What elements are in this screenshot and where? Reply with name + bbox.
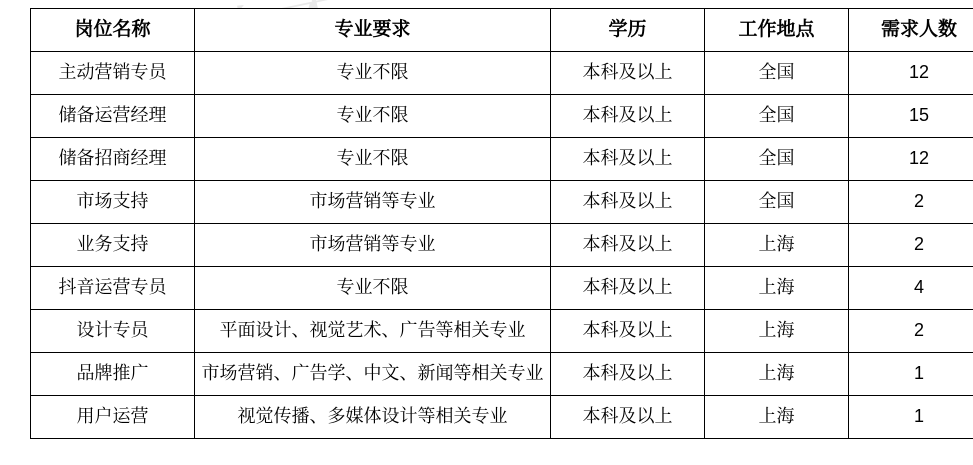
cell-location: 上海: [705, 353, 849, 396]
cell-major: 专业不限: [195, 138, 551, 181]
cell-post: 市场支持: [31, 181, 195, 224]
cell-education: 本科及以上: [551, 224, 705, 267]
table-header: [31, 9, 973, 52]
cell-education: 本科及以上: [551, 181, 705, 224]
cell-major: 专业不限: [195, 52, 551, 95]
column-header-count: 需求人数: [849, 9, 973, 52]
cell-count: 2: [849, 310, 973, 353]
cell-education: 本科及以上: [551, 396, 705, 439]
cell-count: 1: [849, 396, 973, 439]
table-header-row: [31, 9, 973, 52]
cell-location: 全国: [705, 52, 849, 95]
cell-location: 上海: [705, 396, 849, 439]
cell-post: 抖音运营专员: [31, 267, 195, 310]
table-row: [31, 353, 973, 396]
table-row: [31, 310, 973, 353]
cell-major: 市场营销等专业: [195, 224, 551, 267]
cell-major: 市场营销、广告学、中文、新闻等相关专业: [195, 353, 551, 396]
job-table-container: [30, 8, 957, 439]
cell-major: 视觉传播、多媒体设计等相关专业: [195, 396, 551, 439]
table-row: [31, 52, 973, 95]
column-header-education: 学历: [551, 9, 705, 52]
table-row: [31, 267, 973, 310]
cell-post: 储备招商经理: [31, 138, 195, 181]
table-row: [31, 95, 973, 138]
cell-education: 本科及以上: [551, 138, 705, 181]
cell-education: 本科及以上: [551, 310, 705, 353]
cell-count: 2: [849, 181, 973, 224]
cell-major: 专业不限: [195, 95, 551, 138]
cell-location: 上海: [705, 224, 849, 267]
job-requirements-table: [30, 8, 973, 439]
cell-post: 设计专员: [31, 310, 195, 353]
cell-location: 上海: [705, 310, 849, 353]
table-row: [31, 396, 973, 439]
column-header-location: 工作地点: [705, 9, 849, 52]
cell-location: 全国: [705, 95, 849, 138]
cell-location: 全国: [705, 181, 849, 224]
cell-major: 市场营销等专业: [195, 181, 551, 224]
table-row: [31, 224, 973, 267]
table-body: [31, 52, 973, 439]
cell-count: 15: [849, 95, 973, 138]
table-row: [31, 181, 973, 224]
cell-post: 业务支持: [31, 224, 195, 267]
cell-education: 本科及以上: [551, 267, 705, 310]
cell-education: 本科及以上: [551, 353, 705, 396]
cell-count: 1: [849, 353, 973, 396]
cell-count: 4: [849, 267, 973, 310]
cell-education: 本科及以上: [551, 95, 705, 138]
cell-count: 2: [849, 224, 973, 267]
cell-location: 全国: [705, 138, 849, 181]
cell-post: 主动营销专员: [31, 52, 195, 95]
column-header-post: 岗位名称: [31, 9, 195, 52]
cell-post: 用户运营: [31, 396, 195, 439]
cell-location: 上海: [705, 267, 849, 310]
cell-post: 储备运营经理: [31, 95, 195, 138]
cell-major: 专业不限: [195, 267, 551, 310]
column-header-major: 专业要求: [195, 9, 551, 52]
cell-education: 本科及以上: [551, 52, 705, 95]
table-row: [31, 138, 973, 181]
cell-major: 平面设计、视觉艺术、广告等相关专业: [195, 310, 551, 353]
cell-count: 12: [849, 138, 973, 181]
cell-count: 12: [849, 52, 973, 95]
cell-post: 品牌推广: [31, 353, 195, 396]
